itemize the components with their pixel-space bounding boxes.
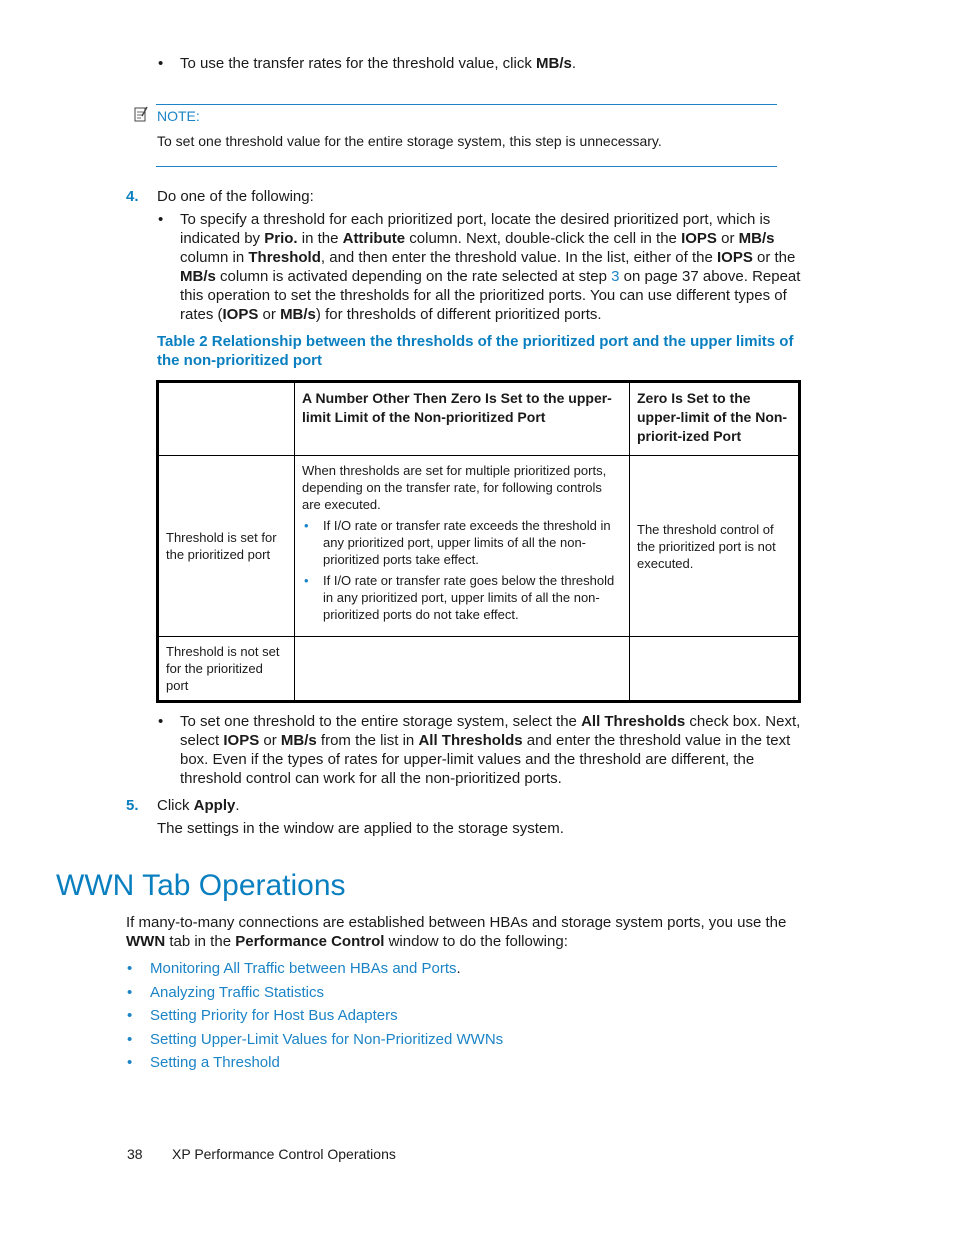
intro-bullet-post: . <box>571 55 577 72</box>
all-thresholds-text: To set one threshold to the entire storage system, select the All Thresholds check box. Next, select IOPS or MB/s from the list in All Thresholds and enter the threshold value in the text box. Even if the types of rates for upper-limit values and the threshold are different, the threshold control can work for all the non-prioritized ports. <box>180 713 801 787</box>
bullet-icon: • <box>304 518 309 533</box>
intro-bullet-bold: MB/s <box>536 55 572 72</box>
step-4-bullet <box>158 210 803 324</box>
header-cell-empty <box>158 382 295 456</box>
row1-zero-cell: The threshold control of the prioritized port is not executed. <box>630 456 800 637</box>
note-top-rule <box>156 104 777 105</box>
list-item: • If I/O rate or transfer rate goes below the threshold in any prioritized port, upper limits of all the non-prioritized ports do not take effect. <box>304 573 615 622</box>
all-thresholds-bullet <box>158 712 803 788</box>
header-cell-zero: Zero Is Set to the upper-limit of the Non-priorit-ized Port <box>630 382 800 456</box>
link-upper-limit-values[interactable]: Setting Upper-Limit Values for Non-Prioritized WWNs <box>150 1030 504 1048</box>
list-item <box>127 1030 727 1054</box>
row1-list <box>302 517 622 623</box>
table-row <box>158 637 800 702</box>
section-intro: If many-to-many connections are established between HBAs and storage system ports, you use the WWN tab in the Performance Control window to do the following: <box>126 914 787 950</box>
note-text: To set one threshold value for the entire storage system, this step is unnecessary. <box>157 133 662 149</box>
list-item <box>127 1006 727 1030</box>
link-setting-threshold[interactable]: Setting a Threshold <box>150 1054 280 1071</box>
intro-bullet <box>158 54 798 73</box>
step-3-link[interactable]: 3 <box>611 268 620 285</box>
list-item: • Monitoring All Traffic between HBAs and Ports. <box>127 960 461 977</box>
link-monitoring-traffic[interactable]: Monitoring All Traffic between HBAs and Ports <box>150 960 457 977</box>
list-item <box>127 983 727 1007</box>
bullet-icon: • <box>127 1054 133 1071</box>
step-4-number: 4. <box>126 188 139 205</box>
row2-nonzero-cell <box>295 637 630 702</box>
row1-label: Threshold is set for the prioritized port <box>158 456 295 637</box>
section-links <box>127 959 727 1077</box>
bullet-icon: • <box>158 55 164 72</box>
note-bottom-rule <box>156 166 777 167</box>
bullet-icon: • <box>127 1030 133 1048</box>
table-header-row <box>158 382 800 456</box>
row2-label: Threshold is not set for the prioritized port <box>158 637 295 702</box>
step-4-bullet-text: To specify a threshold for each prioritized port, locate the desired prioritized port, which is indicated by Prio. in the Attribute column. Next, double-click the cell in the IOPS or MB/s column in Threshold, and then enter the threshold value. In the list, either of the IOPS or the MB/s column is activated depending on the rate selected at step 3 on page 37 above. Repeat this operation to set the thresholds for all the prioritized ports. You can use different types of rates (IOPS or MB/s) for thresholds of different prioritized ports. <box>180 211 801 323</box>
intro-bullet-text: To use the transfer rates for the threshold value, click <box>180 55 537 72</box>
bullet-icon: • <box>127 960 133 977</box>
threshold-table <box>156 380 801 703</box>
bullet-icon: • <box>127 983 133 1001</box>
row1-intro: When thresholds are set for multiple prioritized ports, depending on the transfer rate, for following controls are executed. <box>302 463 607 512</box>
row1-nonzero-cell <box>295 456 630 637</box>
footer-title: XP Performance Control Operations <box>172 1146 396 1162</box>
step-4-text: Do one of the following: <box>157 188 314 205</box>
step-5-number: 5. <box>126 797 139 814</box>
bullet-icon: • <box>304 573 309 588</box>
step-5-result: The settings in the window are applied to the storage system. <box>157 820 564 837</box>
link-analyzing-statistics[interactable]: Analyzing Traffic Statistics <box>150 983 324 1001</box>
row2-zero-cell <box>630 637 800 702</box>
bullet-icon: • <box>158 211 164 228</box>
section-title: WWN Tab Operations <box>56 869 346 902</box>
note-label: NOTE: <box>157 108 200 124</box>
link-setting-priority[interactable]: Setting Priority for Host Bus Adapters <box>150 1007 398 1024</box>
bullet-icon: • <box>127 1007 133 1024</box>
list-item <box>127 1053 727 1077</box>
note-icon <box>134 106 148 122</box>
bullet-icon: • <box>158 713 164 730</box>
table-row <box>158 456 800 637</box>
step-5-text: Click Apply. <box>157 797 240 814</box>
header-cell-nonzero: A Number Other Then Zero Is Set to the upper-limit Limit of the Non-prioritized Port <box>295 382 630 456</box>
list-item: • If I/O rate or transfer rate exceeds the threshold in any prioritized port, upper limits of all the non-prioritized ports take effect. <box>304 518 611 567</box>
footer-page-number: 38 <box>127 1146 143 1162</box>
table-caption: Table 2 Relationship between the thresholds of the prioritized port and the upper limits of the non-prioritized port <box>157 333 794 369</box>
